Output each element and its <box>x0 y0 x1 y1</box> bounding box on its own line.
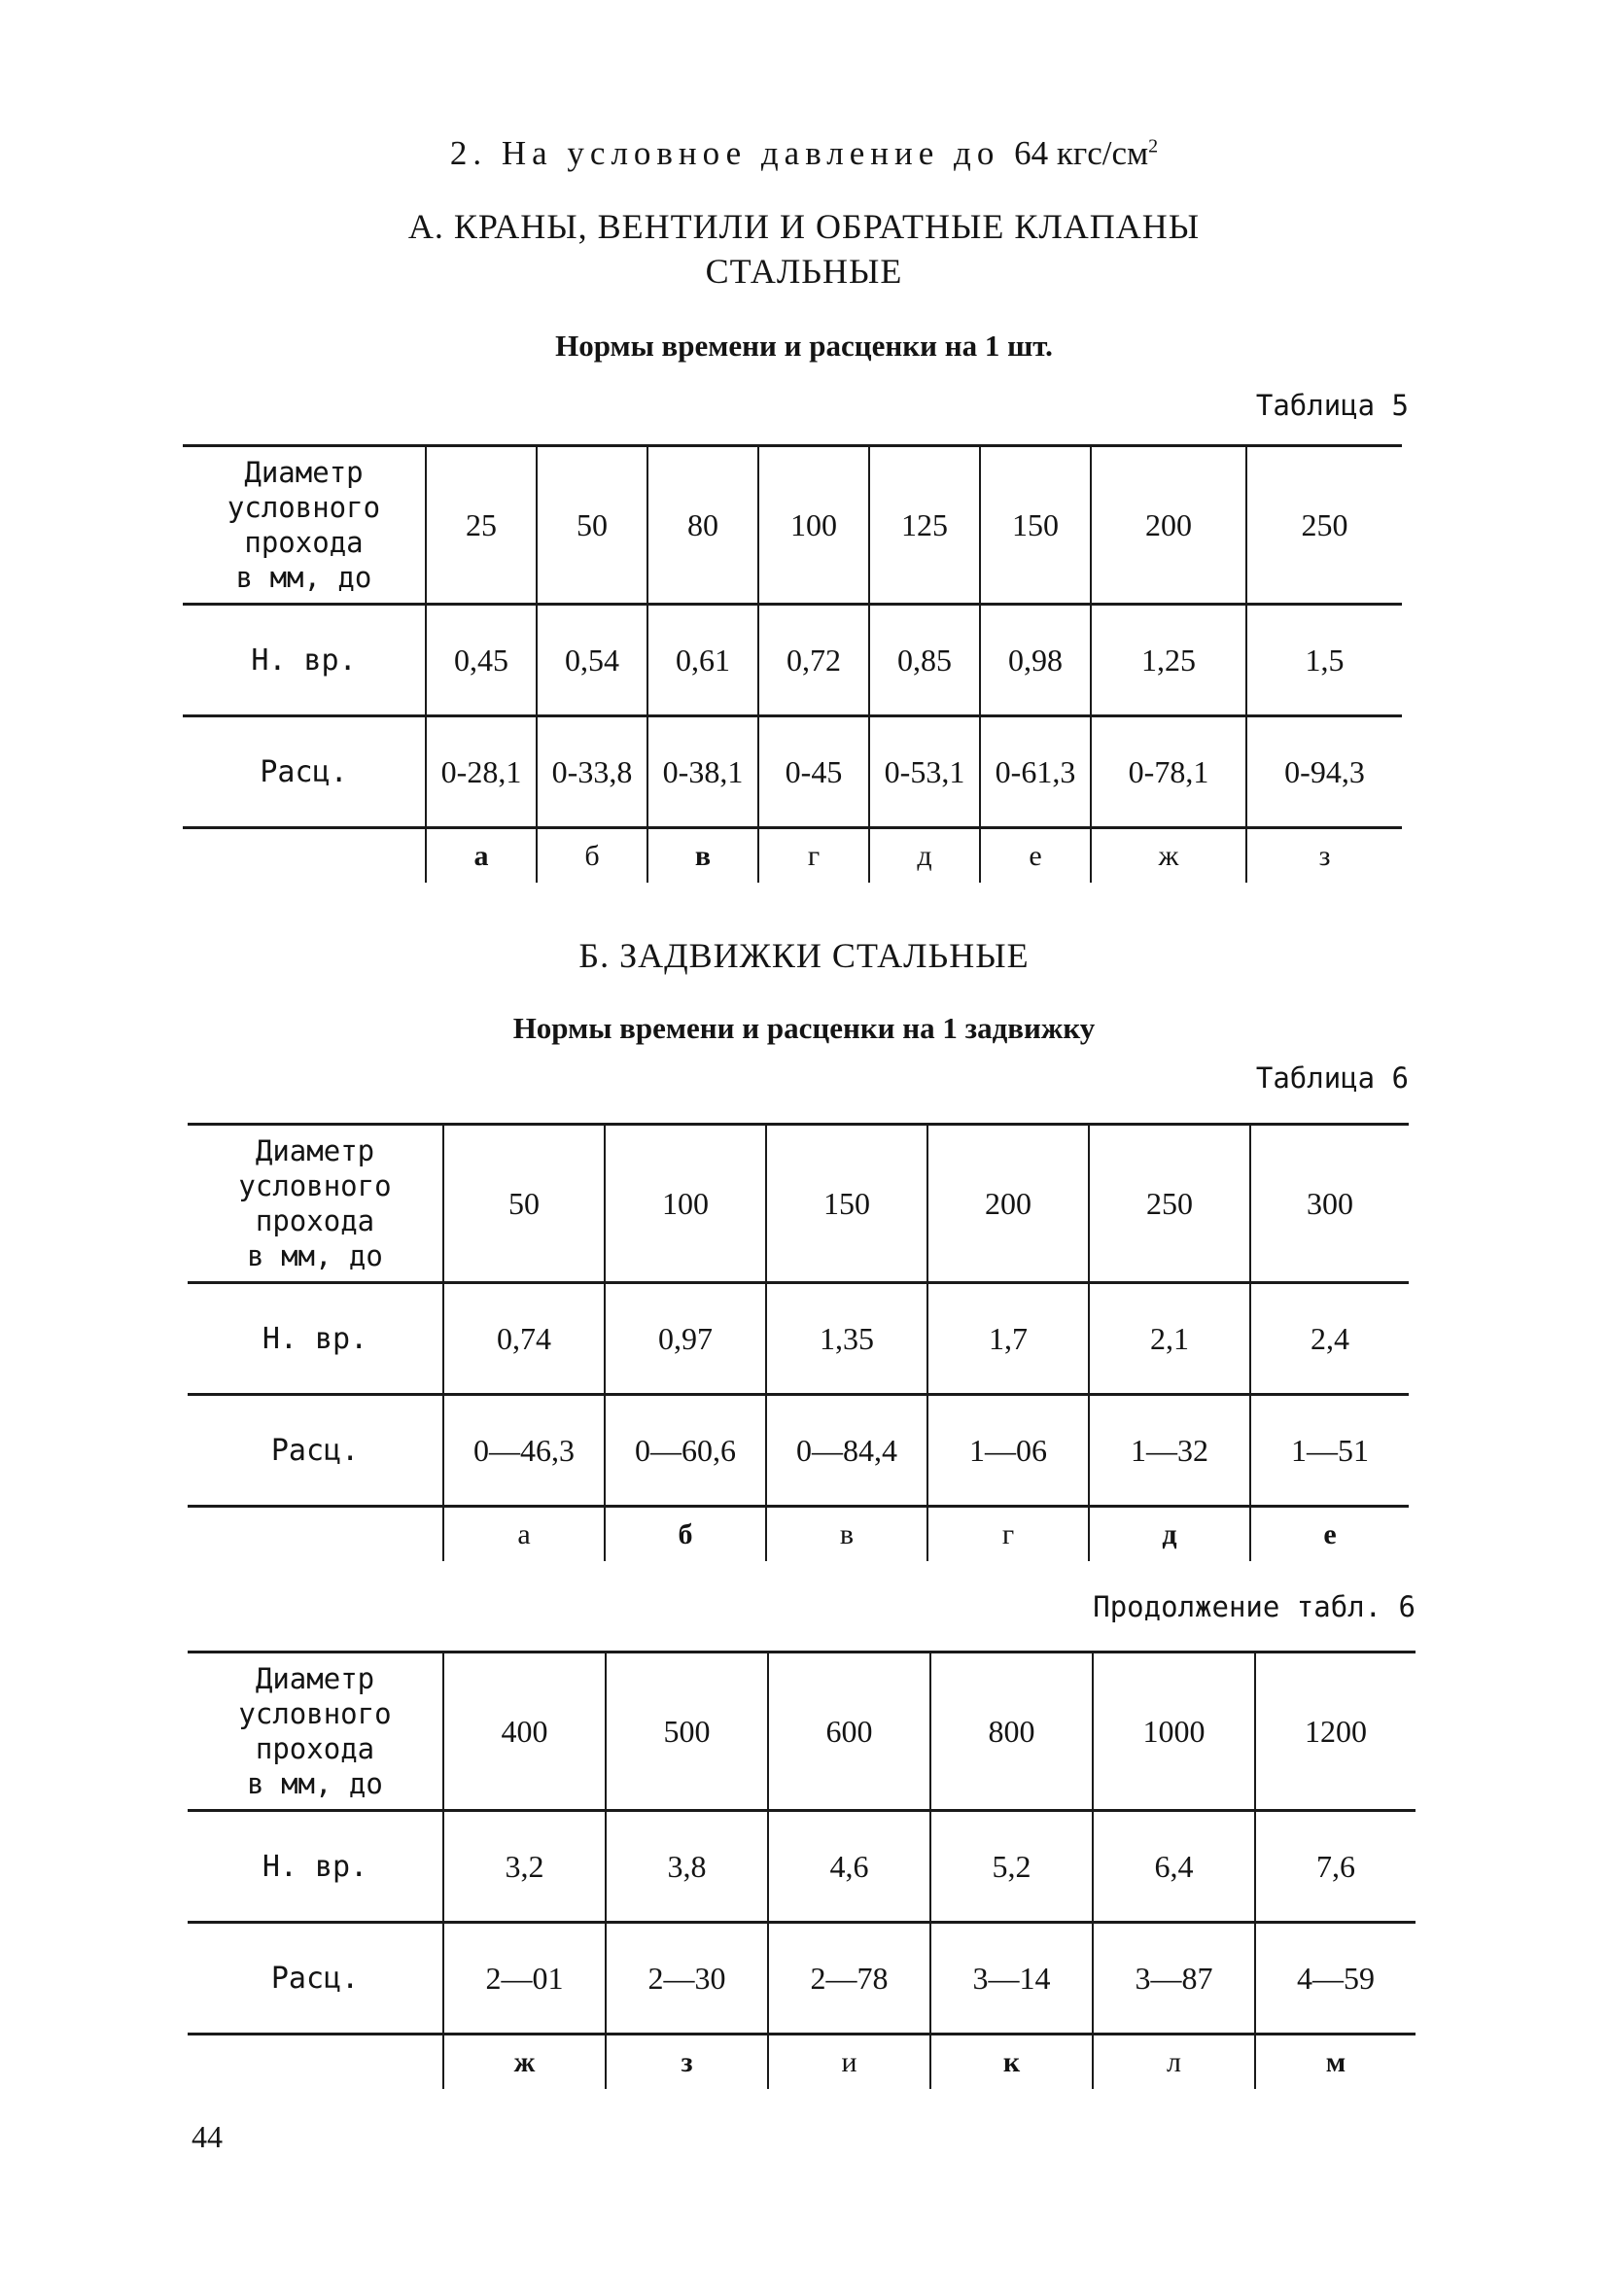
table-6 <box>188 1123 1409 1561</box>
table-row <box>188 1283 1409 1395</box>
diameter-cell: 50 <box>443 1125 605 1283</box>
table-row <box>188 1652 1416 1811</box>
index-cell: ж <box>443 2035 606 2090</box>
norm-cell: 3,2 <box>443 1811 606 1923</box>
diameter-cell: 250 <box>1246 446 1402 605</box>
diameter-cell: 1000 <box>1093 1652 1255 1811</box>
row-label-norm: Н. вр. <box>188 1283 443 1395</box>
index-cell: в <box>647 828 758 884</box>
section-subtitle-sup: 2 <box>1148 135 1159 157</box>
norm-cell: 0,97 <box>605 1283 766 1395</box>
diameter-cell: 600 <box>768 1652 930 1811</box>
row-label-line: прохода <box>255 1732 375 1765</box>
row-label-line: Диаметр <box>244 456 364 489</box>
norm-cell: 4,6 <box>768 1811 930 1923</box>
norm-cell: 1,35 <box>766 1283 927 1395</box>
norm-cell: 5,2 <box>930 1811 1093 1923</box>
norm-cell: 2,4 <box>1250 1283 1409 1395</box>
index-cell: г <box>758 828 869 884</box>
table-6-continuation <box>188 1651 1416 2089</box>
row-label-rate: Расц. <box>188 1395 443 1507</box>
index-cell: е <box>980 828 1091 884</box>
index-cell: б <box>605 1507 766 1562</box>
index-cell: ж <box>1091 828 1246 884</box>
diameter-cell: 50 <box>537 446 647 605</box>
row-label-line: в мм, до <box>235 561 372 594</box>
rate-cell: 0-28,1 <box>426 716 537 828</box>
diameter-cell: 300 <box>1250 1125 1409 1283</box>
table-row <box>188 1125 1409 1283</box>
norm-cell: 0,74 <box>443 1283 605 1395</box>
table-5 <box>183 444 1402 883</box>
page-number: 44 <box>192 2119 223 2154</box>
rate-cell: 0-33,8 <box>537 716 647 828</box>
index-cell: з <box>1246 828 1402 884</box>
diameter-cell: 500 <box>606 1652 768 1811</box>
rate-cell: 2—78 <box>768 1923 930 2035</box>
row-label-line: условного <box>227 491 381 524</box>
diameter-cell: 200 <box>927 1125 1089 1283</box>
rate-cell: 0—60,6 <box>605 1395 766 1507</box>
table-6-label: Таблица 6 <box>1255 1061 1409 1095</box>
row-label-line: прохода <box>255 1204 375 1237</box>
rate-cell: 0-38,1 <box>647 716 758 828</box>
row-label-line: условного <box>238 1697 392 1730</box>
table-row <box>188 1923 1416 2035</box>
rate-cell: 0-94,3 <box>1246 716 1402 828</box>
rate-cell: 1—32 <box>1089 1395 1250 1507</box>
rate-cell: 2—30 <box>606 1923 768 2035</box>
table-row <box>188 1395 1409 1507</box>
table-row <box>183 828 1402 884</box>
norm-cell: 1,5 <box>1246 605 1402 716</box>
table-row <box>183 716 1402 828</box>
index-cell: к <box>930 2035 1093 2090</box>
diameter-cell: 150 <box>766 1125 927 1283</box>
rate-cell: 2—01 <box>443 1923 606 2035</box>
section-subtitle <box>0 134 1608 173</box>
part-b-subtitle: Нормы времени и расценки на 1 задвижку <box>512 1011 1096 1045</box>
rate-cell: 0-53,1 <box>869 716 980 828</box>
rate-cell: 0—84,4 <box>766 1395 927 1507</box>
row-label-norm: Н. вр. <box>183 605 426 716</box>
norm-cell: 1,7 <box>927 1283 1089 1395</box>
diameter-cell: 800 <box>930 1652 1093 1811</box>
row-label-line: в мм, до <box>247 1239 383 1272</box>
diameter-cell: 100 <box>758 446 869 605</box>
row-label-line: условного <box>238 1169 392 1202</box>
rate-cell: 0-61,3 <box>980 716 1091 828</box>
index-cell: д <box>1089 1507 1250 1562</box>
section-subtitle-text: 2. На условное давление до <box>449 134 1000 172</box>
table-row <box>183 446 1402 605</box>
row-label-rate: Расц. <box>183 716 426 828</box>
rate-cell: 4—59 <box>1255 1923 1416 2035</box>
diameter-cell: 200 <box>1091 446 1246 605</box>
norm-cell: 0,72 <box>758 605 869 716</box>
row-label-norm: Н. вр. <box>188 1811 443 1923</box>
table-row <box>183 605 1402 716</box>
rate-cell: 3—87 <box>1093 1923 1255 2035</box>
section-subtitle-unit: 64 кгс/см <box>1014 134 1149 172</box>
norm-cell: 6,4 <box>1093 1811 1255 1923</box>
norm-cell: 0,98 <box>980 605 1091 716</box>
index-cell: в <box>766 1507 927 1562</box>
row-label-line: прохода <box>244 526 364 559</box>
diameter-cell: 250 <box>1089 1125 1250 1283</box>
norm-cell: 3,8 <box>606 1811 768 1923</box>
rate-cell: 1—51 <box>1250 1395 1409 1507</box>
row-label-line: Диаметр <box>255 1662 375 1695</box>
norm-cell: 7,6 <box>1255 1811 1416 1923</box>
index-blank <box>188 1507 443 1562</box>
row-label-line: в мм, до <box>247 1767 383 1800</box>
table-6-continuation-label: Продолжение табл. 6 <box>1093 1590 1416 1623</box>
diameter-cell: 1200 <box>1255 1652 1416 1811</box>
part-b-title: Б. ЗАДВИЖКИ СТАЛЬНЫЕ <box>578 936 1030 975</box>
index-cell: а <box>426 828 537 884</box>
diameter-cell: 100 <box>605 1125 766 1283</box>
part-a-title <box>0 204 1608 294</box>
diameter-cell: 25 <box>426 446 537 605</box>
diameter-cell: 400 <box>443 1652 606 1811</box>
norm-cell: 0,54 <box>537 605 647 716</box>
table-row <box>188 1811 1416 1923</box>
row-label-diameter <box>183 446 426 605</box>
rate-cell: 3—14 <box>930 1923 1093 2035</box>
part-a-title-line1: А. КРАНЫ, ВЕНТИЛИ И ОБРАТНЫЕ КЛАПАНЫ <box>407 207 1201 246</box>
norm-cell: 1,25 <box>1091 605 1246 716</box>
index-cell: д <box>869 828 980 884</box>
diameter-cell: 80 <box>647 446 758 605</box>
diameter-cell: 150 <box>980 446 1091 605</box>
norm-cell: 0,85 <box>869 605 980 716</box>
norm-cell: 0,61 <box>647 605 758 716</box>
index-cell: г <box>927 1507 1089 1562</box>
row-label-line: Диаметр <box>255 1134 375 1167</box>
diameter-cell: 125 <box>869 446 980 605</box>
row-label-diameter <box>188 1125 443 1283</box>
rate-cell: 1—06 <box>927 1395 1089 1507</box>
rate-cell: 0—46,3 <box>443 1395 605 1507</box>
index-cell: а <box>443 1507 605 1562</box>
norm-cell: 0,45 <box>426 605 537 716</box>
rate-cell: 0-45 <box>758 716 869 828</box>
row-label-diameter <box>188 1652 443 1811</box>
table-5-label: Таблица 5 <box>1255 389 1409 422</box>
rate-cell: 0-78,1 <box>1091 716 1246 828</box>
table-row <box>188 1507 1409 1562</box>
index-cell: м <box>1255 2035 1416 2090</box>
table-row <box>188 2035 1416 2090</box>
index-blank <box>188 2035 443 2090</box>
norm-cell: 2,1 <box>1089 1283 1250 1395</box>
row-label-rate: Расц. <box>188 1923 443 2035</box>
index-cell: з <box>606 2035 768 2090</box>
part-a-title-line2: СТАЛЬНЫЕ <box>705 252 903 291</box>
index-blank <box>183 828 426 884</box>
index-cell: б <box>537 828 647 884</box>
part-a-subtitle: Нормы времени и расценки на 1 шт. <box>555 329 1053 363</box>
index-cell: и <box>768 2035 930 2090</box>
index-cell: л <box>1093 2035 1255 2090</box>
index-cell: е <box>1250 1507 1409 1562</box>
